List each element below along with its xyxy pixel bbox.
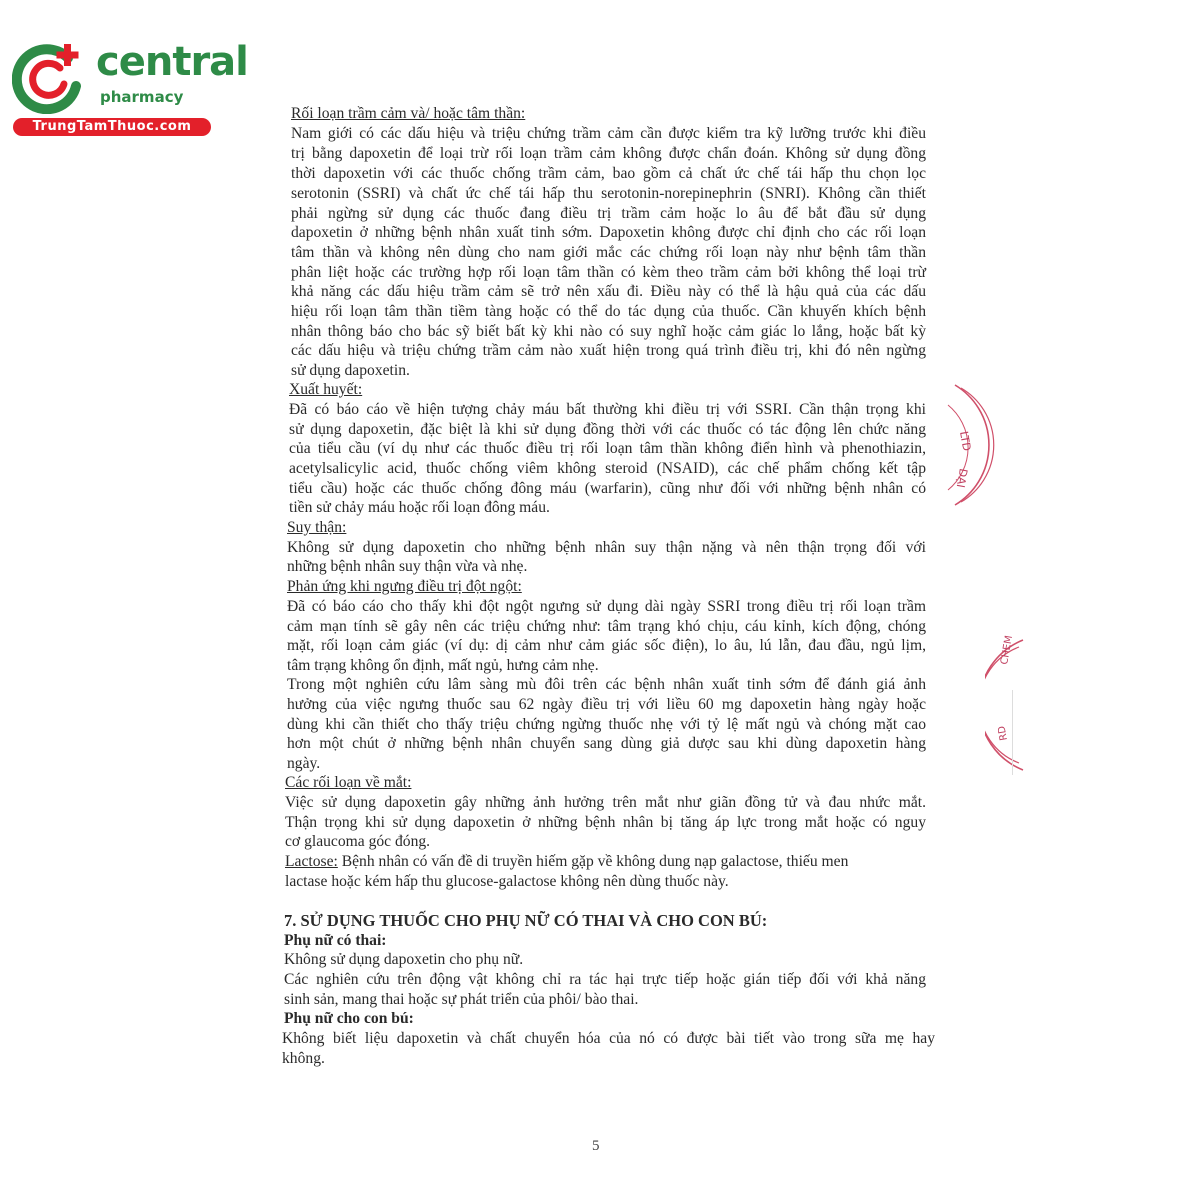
paragraph-line: tâm thần và không nên dùng cho nam giới mắc các chứng rối loạn này như bệnh tâm thần xyxy=(291,244,926,261)
paragraph-line: những bệnh nhân suy thận vừa và nhẹ. xyxy=(287,558,528,575)
paragraph-line: phải ngừng sử dụng các thuốc đang điều trị trầm cảm hoặc lo âu để bắt đầu sử dụng xyxy=(291,205,926,222)
paragraph-line: nhân thông báo cho bác sỹ biết bất kỳ khi nào có suy nghĩ hoặc cảm giác lo lắng, hoặc bất kỳ xyxy=(291,323,926,340)
paragraph-line: Thận trọng khi sử dụng dapoxetin ở những bệnh nhân bị tăng áp lực trong mắt hoặc có nguy xyxy=(285,814,926,831)
paragraph-line: dapoxetin ở những bệnh nhân xuất tinh sớm. Dapoxetin không được chỉ định cho các rối loạn xyxy=(291,224,926,241)
lactose-text: Bệnh nhân có vấn đề di truyền hiếm gặp về không dung nạp galactose, thiếu men xyxy=(337,853,849,870)
section-heading-depression: Rối loạn trầm cảm và/ hoặc tâm thần: xyxy=(291,105,526,122)
section-heading-renal: Suy thận: xyxy=(287,519,347,536)
brand-name: central xyxy=(96,39,248,85)
paragraph-line: hơn một chút ở những bệnh nhân chuyển sang dùng giả dược sau khi dùng dapoxetin hàng xyxy=(287,735,926,752)
paragraph-line: Không biết liệu dapoxetin và chất chuyển hóa của nó có được bài tiết vào trong sữa mẹ hay xyxy=(282,1030,935,1047)
paragraph-line: tiểu cầu) hoặc các thuốc chống đông máu (warfarin), cũng như đối với những bệnh nhân có xyxy=(289,480,926,497)
section-heading-eye: Các rối loạn về mắt: xyxy=(285,774,412,791)
paragraph-line: các dấu hiệu và triệu chứng trầm cảm nào xuất hiện trong quá trình điều trị, khi đó nên ngừng xyxy=(291,342,926,359)
section-heading-lactose: Lactose: xyxy=(285,853,338,870)
paragraph-line: sinh sản, mang thai hoặc sự phát triển của phôi/ bào thai. xyxy=(284,991,639,1008)
paragraph-line: khả năng các dấu hiệu trầm cảm sẽ trở nên xấu đi. Điều này có thể là hậu quả của các dấu xyxy=(291,283,926,300)
svg-text:LTD: LTD xyxy=(957,430,974,453)
paragraph-line: hiệu rối loạn tâm thần tiềm tàng hoặc có thể do tác dụng của thuốc. Cần khuyến khích bệnh xyxy=(291,303,926,320)
paragraph-line: sử dụng dapoxetin, đặc biệt là khi sử dụng đồng thời với các thuốc có tác động lên chức năng xyxy=(289,421,926,438)
brand-subtitle: pharmacy xyxy=(100,88,184,106)
page-number: 5 xyxy=(592,1138,600,1154)
paragraph-line: acetylsalicylic acid, thuốc chống viêm không steroid (NSAID), các chế phẩm chống kết tập xyxy=(289,460,926,477)
paragraph-line: tiền sử chảy máu hoặc rối loạn đông máu. xyxy=(289,499,550,516)
section-7-title: 7. SỬ DỤNG THUỐC CHO PHỤ NỮ CÓ THAI VÀ CHO CON BÚ: xyxy=(284,911,768,930)
paragraph-line: cơ glaucoma góc đóng. xyxy=(285,833,431,850)
paragraph-line: trị bằng dapoxetin để loại trừ rối loạn trầm cảm không được chẩn đoán. Không sử dụng đồng xyxy=(291,145,926,162)
paragraph-line: tâm trạng không ổn định, mất ngủ, hưng cảm nhẹ. xyxy=(287,657,599,674)
paragraph-line: Việc sử dụng dapoxetin gây những ảnh hưởng trên mắt như giãn đồng tử và đau nhức mắt. xyxy=(285,794,926,811)
paragraph-line: Đã có báo cáo cho thấy khi đột ngột ngưng sử dụng dài ngày SSRI trong điều trị rối loạn trầm xyxy=(287,598,926,615)
section-heading-withdrawal: Phản ứng khi ngưng điều trị đột ngột: xyxy=(287,578,522,595)
pharmacy-cross-logo-icon xyxy=(12,38,88,114)
paragraph-line: Các nghiên cứu trên động vật không chỉ ra tác hại trực tiếp hoặc gián tiếp đối với khả năng xyxy=(284,971,926,988)
svg-text:RD: RD xyxy=(996,725,1010,742)
paragraph-line: lactase hoặc kém hấp thu glucose-galactose không nên dùng thuốc này. xyxy=(285,873,729,890)
svg-text:DẠI: DẠI xyxy=(953,467,970,489)
paragraph-line: Nam giới có các dấu hiệu và triệu chứng trầm cảm cần được kiểm tra kỹ lưỡng trước khi điều xyxy=(291,125,926,142)
paragraph-line-lactose xyxy=(285,852,926,872)
paragraph-line: ngày. xyxy=(287,755,321,772)
paragraph-line: mặt, rối loạn cảm giác (ví dụ: dị cảm như cảm giác sốc điện), lo âu, lú lẫn, đau đầu, ngủ lịm, xyxy=(287,637,926,654)
subheading-pregnant-women: Phụ nữ có thai: xyxy=(284,932,387,949)
paragraph-line: hưởng của việc ngưng thuốc sau 62 ngày điều trị với liều 60 mg dapoxetin hàng ngày hoặc xyxy=(287,696,926,713)
paragraph-line: của tiểu cầu (ví dụ như các thuốc điều trị rối loạn tâm thần không điển hình và phenothiazin, xyxy=(289,440,926,457)
paragraph-line: Không sử dụng dapoxetin cho những bệnh nhân suy thận nặng và nên thận trọng đối với xyxy=(287,539,926,556)
paragraph-line: phân liệt hoặc các trường hợp rối loạn tâm thần có kèm theo trầm cảm bởi không thể loại trừ xyxy=(291,264,926,281)
paragraph-line: không. xyxy=(282,1050,325,1067)
paragraph-line: sử dụng dapoxetin. xyxy=(291,362,410,379)
section-heading-bleeding: Xuất huyết: xyxy=(289,381,363,398)
paragraph-line: Đã có báo cáo về hiện tượng chảy máu bất thường khi điều trị với SSRI. Cần thận trọng khi xyxy=(289,401,926,418)
subheading-nursing-women: Phụ nữ cho con bú: xyxy=(284,1010,414,1027)
paragraph-line: cảm mạn tính sẽ gây nên các triệu chứng như: tâm trạng khó chịu, cáu kỉnh, kích động, chóng xyxy=(287,618,926,635)
company-seal-stamp-icon xyxy=(985,635,1025,775)
scan-edge-line xyxy=(1012,690,1013,775)
paragraph-line: Trong một nghiên cứu lâm sàng mù đôi trên các bệnh nhân xuất tinh sớm để đánh giá ảnh xyxy=(287,676,926,693)
brand-url-badge: TrungTamThuoc.com xyxy=(13,118,211,136)
paragraph-line: dùng khi cần thiết cho thấy triệu chứng ngừng thuốc nhẹ với tỷ lệ mất ngủ và chóng mặt cao xyxy=(287,716,926,733)
central-pharmacy-logo xyxy=(10,38,248,138)
paragraph-line: thời dapoxetin với các thuốc chống trầm cảm, bao gồm cả chất ức chế tái hấp thu chọn lọc xyxy=(291,165,926,182)
paragraph-line: serotonin (SSRI) và chất ức chế tái hấp thu serotonin-norepinephrin (SNRI). Không cần thiết xyxy=(291,185,926,202)
svg-text:CHEM: CHEM xyxy=(999,635,1016,666)
paragraph-line: Không sử dụng dapoxetin cho phụ nữ. xyxy=(284,951,524,968)
company-seal-stamp-icon xyxy=(930,380,1020,510)
